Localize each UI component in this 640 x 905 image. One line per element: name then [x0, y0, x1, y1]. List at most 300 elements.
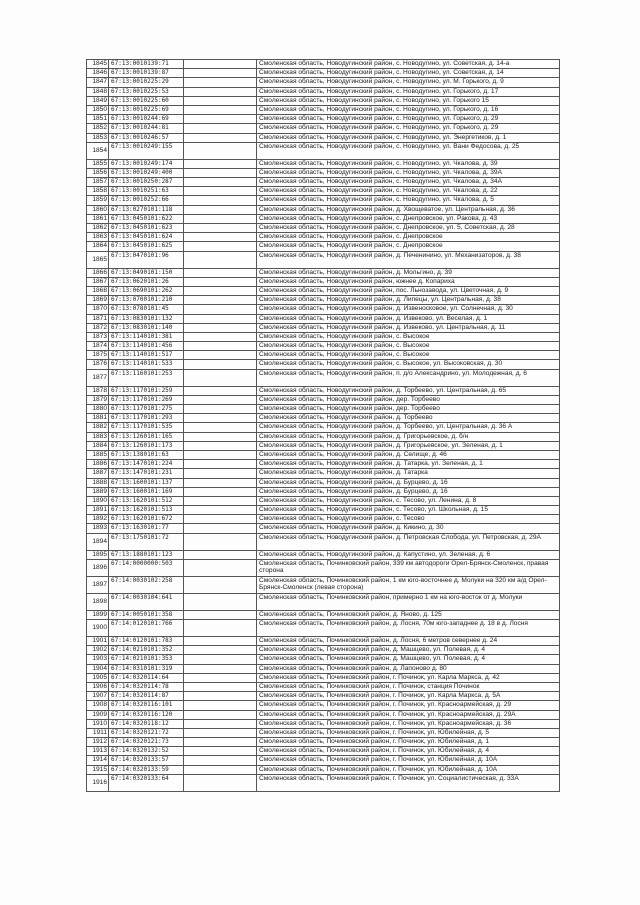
table-row: [87, 124, 560, 133]
empty-cell: [184, 646, 257, 655]
address-cell: Смоленская область, Новодугинский район, д. Торбеево: [257, 414, 560, 423]
cadastral-number: 67:14:0320116:101: [109, 701, 184, 710]
cadastral-number: 67:13:0780101:45: [109, 305, 184, 314]
table-row: [87, 701, 560, 710]
table-row: [87, 133, 560, 142]
address-cell: Смоленская область, Новодугинский район, с. Новодугино, ул. Чкалова, д. 5: [257, 196, 560, 205]
table-row: [87, 386, 560, 395]
address-cell: Смоленская область, Новодугинский район, с. Тесово, ул. Ленина, д. 8: [257, 496, 560, 505]
address-cell: Смоленская область, Починковский район, 339 км автодороги Орел-Брянск-Смоленск, правая сторона: [257, 559, 560, 576]
empty-cell: [184, 664, 257, 673]
address-cell: Смоленская область, Починковский район, г. Починок, ул. Карла Маркса, д. 5А: [257, 692, 560, 701]
row-number: 1899: [87, 610, 109, 619]
table-row: [87, 214, 560, 223]
empty-cell: [184, 524, 257, 533]
table-row: [87, 60, 560, 69]
row-number: 1846: [87, 69, 109, 78]
empty-cell: [184, 69, 257, 78]
address-cell: Смоленская область, Новодугинский район, с. Тесово: [257, 515, 560, 524]
table-row: [87, 296, 560, 305]
address-cell: Смоленская область, Починковский район, д. Машцево, ул. Полевая, д. 4: [257, 655, 560, 664]
cadastral-number: 67:13:0010139:71: [109, 60, 184, 69]
cadastral-number: 67:13:1750101:72: [109, 533, 184, 550]
cadastral-number: 67:13:0450101:623: [109, 224, 184, 233]
table-row: [87, 414, 560, 423]
table-row: [87, 478, 560, 487]
table-row: [87, 533, 560, 550]
cadastral-number: 67:13:0010250:287: [109, 178, 184, 187]
cadastral-number: 67:13:1600101:169: [109, 487, 184, 496]
row-number: 1909: [87, 710, 109, 719]
address-cell: Смоленская область, Новодугинский район, с. Новодугино, ул. Энергетиков, д. 1: [257, 133, 560, 142]
empty-cell: [184, 168, 257, 177]
address-cell: Смоленская область, Починковский район, д. Лосня, 6 метров севернее д. 24: [257, 637, 560, 646]
address-cell: Смоленская область, Новодугинский район, д. Татарка: [257, 469, 560, 478]
cadastral-number: 67:13:1630101:77: [109, 524, 184, 533]
empty-cell: [184, 533, 257, 550]
row-number: 1862: [87, 224, 109, 233]
empty-cell: [184, 395, 257, 404]
cadastral-number: 67:14:0320133:59: [109, 765, 184, 774]
row-number: 1881: [87, 414, 109, 423]
empty-cell: [184, 673, 257, 682]
address-cell: Смоленская область, Новодугинский район, с. Высокое: [257, 332, 560, 341]
cadastral-number: 67:13:0700101:210: [109, 296, 184, 305]
table-row: [87, 620, 560, 637]
row-number: 1898: [87, 593, 109, 610]
table-row: [87, 168, 560, 177]
empty-cell: [184, 178, 257, 187]
empty-cell: [184, 286, 257, 295]
empty-cell: [184, 506, 257, 515]
table-row: [87, 550, 560, 559]
row-number: 1876: [87, 360, 109, 369]
row-number: 1914: [87, 756, 109, 765]
address-cell: Смоленская область, Починковский район, д. Машцево, ул. Полевая, д. 4: [257, 646, 560, 655]
cadastral-number: 67:13:1620101:672: [109, 515, 184, 524]
empty-cell: [184, 78, 257, 87]
table-row: [87, 664, 560, 673]
table-row: [87, 460, 560, 469]
row-number: 1892: [87, 515, 109, 524]
empty-cell: [184, 351, 257, 360]
cadastral-number: 67:14:0320114:78: [109, 682, 184, 691]
address-cell: Смоленская область, Новодугинский район, д. Татарка, ул. Зеленая, д. 1: [257, 460, 560, 469]
cadastral-number: 67:13:0010225:60: [109, 96, 184, 105]
address-cell: Смоленская область, Починковский район, г. Починок, станция Починок: [257, 682, 560, 691]
address-cell: Смоленская область, Починковский район, г. Починок, ул. Юбилейная, д. 10А: [257, 756, 560, 765]
row-number: 1854: [87, 142, 109, 159]
table-row: [87, 233, 560, 242]
row-number: 1895: [87, 550, 109, 559]
row-number: 1874: [87, 342, 109, 351]
table-row: [87, 115, 560, 124]
row-number: 1869: [87, 296, 109, 305]
cadastral-number: 67:13:1600101:137: [109, 478, 184, 487]
address-cell: Смоленская область, Починковский район, д. Яново, д. 125: [257, 610, 560, 619]
row-number: 1882: [87, 423, 109, 432]
address-cell: Смоленская область, Починковский район, г. Починок, ул. Карла Маркса, д. 42: [257, 673, 560, 682]
table-row: [87, 559, 560, 576]
cadastral-number: 67:13:0010244:81: [109, 124, 184, 133]
table-row: [87, 305, 560, 314]
row-number: 1884: [87, 441, 109, 450]
row-number: 1870: [87, 305, 109, 314]
cadastral-number: 67:13:1140101:456: [109, 342, 184, 351]
cadastral-number: 67:13:0450101:624: [109, 233, 184, 242]
table-row: [87, 673, 560, 682]
table-row: [87, 69, 560, 78]
cadastral-number: 67:14:0050101:358: [109, 610, 184, 619]
address-cell: Смоленская область, Новодугинский район, д. Липецы, ул. Центральная, д. 38: [257, 296, 560, 305]
empty-cell: [184, 655, 257, 664]
table-row: [87, 342, 560, 351]
empty-cell: [184, 515, 257, 524]
cadastral-number: 67:14:0120101:783: [109, 637, 184, 646]
row-number: 1890: [87, 496, 109, 505]
row-number: 1904: [87, 664, 109, 673]
empty-cell: [184, 550, 257, 559]
empty-cell: [184, 205, 257, 214]
address-cell: Смоленская область, Новодугинский район, с. Новодугино, ул. Чкалова, д. 34А: [257, 178, 560, 187]
row-number: 1883: [87, 432, 109, 441]
row-number: 1888: [87, 478, 109, 487]
row-number: 1889: [87, 487, 109, 496]
row-number: 1872: [87, 323, 109, 332]
row-number: 1886: [87, 460, 109, 469]
cadastral-number: 67:13:1170101:259: [109, 386, 184, 395]
empty-cell: [184, 159, 257, 168]
table-row: [87, 747, 560, 756]
empty-cell: [184, 187, 257, 196]
cadastral-number: 67:13:0270101:118: [109, 205, 184, 214]
cadastral-number: 67:13:0470101:96: [109, 251, 184, 268]
address-cell: Смоленская область, Новодугинский район, п. д/о Александрино, ул. Молодежная, д. 6: [257, 369, 560, 386]
table-row: [87, 242, 560, 251]
address-cell: Смоленская область, Новодугинский район, д. Капустино, ул. Зеленая, д. 6: [257, 550, 560, 559]
empty-cell: [184, 233, 257, 242]
row-number: 1871: [87, 314, 109, 323]
cadastral-number: 67:13:1170101:269: [109, 395, 184, 404]
cadastral-number: 67:14:0320121:72: [109, 728, 184, 737]
address-cell: Смоленская область, Новодугинский район, с. Новодугино, ул. М. Горького, д. 9: [257, 78, 560, 87]
cadastral-number: 67:14:0120101:766: [109, 620, 184, 637]
address-cell: Смоленская область, Починковский район, д. Лосня, 70м юго-западнее д. 18 в д. Лосня: [257, 620, 560, 637]
cadastral-number: 67:13:0010244:69: [109, 115, 184, 124]
table-row: [87, 774, 560, 791]
address-cell: Смоленская область, Починковский район, г. Починок, ул. Юбилейная, д. 10А: [257, 765, 560, 774]
table-row: [87, 96, 560, 105]
cadastral-number: 67:13:1470101:224: [109, 460, 184, 469]
empty-cell: [184, 342, 257, 351]
address-cell: Смоленская область, Новодугинский район, с. Новодугино, ул. Горького 15: [257, 96, 560, 105]
empty-cell: [184, 460, 257, 469]
cadastral-number: 67:13:0490101:150: [109, 268, 184, 277]
row-number: 1894: [87, 533, 109, 550]
table-row: [87, 178, 560, 187]
cadastral-number: 67:13:1620101:513: [109, 506, 184, 515]
row-number: 1867: [87, 277, 109, 286]
address-cell: Смоленская область, Починковский район, г. Починок, ул. Юбилейная, д. 4: [257, 747, 560, 756]
empty-cell: [184, 487, 257, 496]
address-cell: Смоленская область, Починковский район, д. Лапоново д. 80: [257, 664, 560, 673]
table-row: [87, 756, 560, 765]
table-row: [87, 487, 560, 496]
table-row: [87, 655, 560, 664]
table-row: [87, 369, 560, 386]
empty-cell: [184, 196, 257, 205]
address-cell: Смоленская область, Новодугинский район, с. Днепровское: [257, 233, 560, 242]
address-cell: Смоленская область, Новодугинский район, д. Петровская Слобода, ул. Петровская, д. 29А: [257, 533, 560, 550]
row-number: 1896: [87, 559, 109, 576]
table-row: [87, 728, 560, 737]
cadastral-number: 67:13:0010246:57: [109, 133, 184, 142]
address-cell: Смоленская область, Новодугинский район, д. Селище, д. 46: [257, 450, 560, 459]
row-number: 1850: [87, 105, 109, 114]
empty-cell: [184, 60, 257, 69]
cadastral-number: 67:13:0830101:132: [109, 314, 184, 323]
empty-cell: [184, 593, 257, 610]
address-cell: Смоленская область, Починковский район, г. Починок, ул. Социалистическая, д. 33А: [257, 774, 560, 791]
row-number: 1877: [87, 369, 109, 386]
table-row: [87, 78, 560, 87]
table-row: [87, 738, 560, 747]
row-number: 1900: [87, 620, 109, 637]
table-row: [87, 251, 560, 268]
cadastral-number: 67:14:0320116:120: [109, 710, 184, 719]
empty-cell: [184, 738, 257, 747]
cadastral-number: 67:13:1140101:517: [109, 351, 184, 360]
table-row: [87, 469, 560, 478]
empty-cell: [184, 142, 257, 159]
empty-cell: [184, 710, 257, 719]
address-cell: Смоленская область, Новодугинский район, с. Днепровское, ул. Ракова, д. 43: [257, 214, 560, 223]
cadastral-number: 67:13:1470101:231: [109, 469, 184, 478]
table-row: [87, 524, 560, 533]
address-cell: Смоленская область, Новодугинский район, с. Высокое: [257, 351, 560, 360]
empty-cell: [184, 115, 257, 124]
cadastral-number: 67:13:1880101:123: [109, 550, 184, 559]
cadastral-number: 67:14:0320133:64: [109, 774, 184, 791]
address-cell: Смоленская область, Новодугинский район, пос. Льнозавода, ул. Цветочная, д. 9: [257, 286, 560, 295]
address-cell: Смоленская область, Новодугинский район, с. Новодугино, ул. Горького, д. 29: [257, 124, 560, 133]
address-cell: Смоленская область, Новодугинский район, с. Тесово, ул. Школьная, д. 15: [257, 506, 560, 515]
cadastral-number: 67:13:0010139:87: [109, 69, 184, 78]
address-cell: Смоленская область, Новодугинский район, д. Мольгино, д. 39: [257, 268, 560, 277]
cadastral-number: 67:14:0310101:319: [109, 664, 184, 673]
address-cell: Смоленская область, Починковский район, 1 км юго-восточнее д. Молуки на 320 км а/д Орел-Брянск-Смоленск (левая сторона): [257, 576, 560, 593]
empty-cell: [184, 105, 257, 114]
table-row: [87, 87, 560, 96]
row-number: 1863: [87, 233, 109, 242]
register-table-body: [87, 60, 560, 792]
address-cell: Смоленская область, Новодугинский район, с. Новодугино, ул. Чкалова, д. 39: [257, 159, 560, 168]
address-cell: Смоленская область, Новодугинский район, с. Новодугино, ул. Вани Федосова, д. 25: [257, 142, 560, 159]
row-number: 1860: [87, 205, 109, 214]
empty-cell: [184, 576, 257, 593]
address-cell: Смоленская область, Новодугинский район, с. Новодугино, ул. Горького, д. 17: [257, 87, 560, 96]
empty-cell: [184, 214, 257, 223]
table-row: [87, 142, 560, 159]
cadastral-number: 67:13:1260101:165: [109, 432, 184, 441]
empty-cell: [184, 386, 257, 395]
row-number: 1880: [87, 405, 109, 414]
table-row: [87, 360, 560, 369]
address-cell: Смоленская область, Новодугинский район, с. Новодугино, ул. Советская, д. 14-а: [257, 60, 560, 69]
address-cell: Смоленская область, Новодугинский район, д. Григорьевское, д. б/н: [257, 432, 560, 441]
empty-cell: [184, 332, 257, 341]
cadastral-number: 67:13:0010251:63: [109, 187, 184, 196]
table-row: [87, 351, 560, 360]
row-number: 1851: [87, 115, 109, 124]
table-row: [87, 196, 560, 205]
address-cell: Смоленская область, Новодугинский район, дер. Торбеево: [257, 405, 560, 414]
table-row: [87, 286, 560, 295]
cadastral-number: 67:13:1160101:253: [109, 369, 184, 386]
table-row: [87, 432, 560, 441]
empty-cell: [184, 692, 257, 701]
row-number: 1915: [87, 765, 109, 774]
empty-cell: [184, 360, 257, 369]
table-row: [87, 576, 560, 593]
row-number: 1907: [87, 692, 109, 701]
table-row: [87, 332, 560, 341]
address-cell: Смоленская область, Новодугинский район, с. Новодугино, ул. Советская, д. 14: [257, 69, 560, 78]
row-number: 1857: [87, 178, 109, 187]
row-number: 1901: [87, 637, 109, 646]
cadastral-number: 67:14:0320133:57: [109, 756, 184, 765]
cadastral-number: 67:13:1140101:381: [109, 332, 184, 341]
row-number: 1878: [87, 386, 109, 395]
empty-cell: [184, 369, 257, 386]
row-number: 1897: [87, 576, 109, 593]
cadastral-number: 67:13:0010225:29: [109, 78, 184, 87]
empty-cell: [184, 682, 257, 691]
empty-cell: [184, 496, 257, 505]
table-row: [87, 405, 560, 414]
address-cell: Смоленская область, Новодугинский район, с. Днепровское: [257, 242, 560, 251]
address-cell: Смоленская область, Новодугинский район, с. Новодугино, ул. Горького, д. 29: [257, 115, 560, 124]
table-row: [87, 105, 560, 114]
cadastral-number: 67:14:0030104:641: [109, 593, 184, 610]
address-cell: Смоленская область, Новодугинский район, с. Новодугино, ул. Чкалова, д. 22: [257, 187, 560, 196]
cadastral-number: 67:13:1260101:173: [109, 441, 184, 450]
table-row: [87, 187, 560, 196]
empty-cell: [184, 224, 257, 233]
row-number: 1848: [87, 87, 109, 96]
cadastral-number: 67:14:0000000:503: [109, 559, 184, 576]
cadastral-number: 67:13:0010249:400: [109, 168, 184, 177]
row-number: 1847: [87, 78, 109, 87]
cadastral-number: 67:13:0010249:174: [109, 159, 184, 168]
row-number: 1903: [87, 655, 109, 664]
table-row: [87, 719, 560, 728]
address-cell: Смоленская область, Новодугинский район, д. Извеково, ул. Веселая, д. 1: [257, 314, 560, 323]
address-cell: Смоленская область, Починковский район, г. Починок, ул. Юбилейная, д. 1: [257, 738, 560, 747]
empty-cell: [184, 610, 257, 619]
address-cell: Смоленская область, Новодугинский район, д. Бурцево, д. 16: [257, 487, 560, 496]
cadastral-number: 67:13:1380101:63: [109, 450, 184, 459]
cadastral-number: 67:13:0620101:26: [109, 277, 184, 286]
empty-cell: [184, 701, 257, 710]
address-cell: Смоленская область, Починковский район, г. Починок, ул. Красноармейская, д. 29: [257, 701, 560, 710]
row-number: 1911: [87, 728, 109, 737]
address-cell: Смоленская область, Новодугинский район, д. Торбеево, ул. Центральная, д. 65: [257, 386, 560, 395]
cadastral-number: 67:13:0010225:53: [109, 87, 184, 96]
table-row: [87, 637, 560, 646]
table-row: [87, 450, 560, 459]
cadastral-number: 67:13:0690101:262: [109, 286, 184, 295]
address-cell: Смоленская область, Починковский район, г. Починок, ул. Красноармейская, д. 36: [257, 719, 560, 728]
row-number: 1853: [87, 133, 109, 142]
row-number: 1891: [87, 506, 109, 515]
cadastral-number: 67:14:0320132:52: [109, 747, 184, 756]
row-number: 1864: [87, 242, 109, 251]
empty-cell: [184, 414, 257, 423]
address-cell: Смоленская область, Новодугинский район, д. Бурцево, д. 16: [257, 478, 560, 487]
row-number: 1910: [87, 719, 109, 728]
property-register-table: [86, 59, 560, 792]
address-cell: Смоленская область, Новодугинский район, дер. Торбеево: [257, 395, 560, 404]
table-row: [87, 646, 560, 655]
cadastral-number: 67:13:0010225:69: [109, 105, 184, 114]
table-row: [87, 323, 560, 332]
table-row: [87, 496, 560, 505]
address-cell: Смоленская область, Новодугинский район, с. Высокое, ул. Высоковская, д. 30: [257, 360, 560, 369]
address-cell: Смоленская область, Починковский район, примерно 1 км на юго-восток от д. Молуки: [257, 593, 560, 610]
cadastral-number: 67:14:0320118:12: [109, 719, 184, 728]
table-row: [87, 205, 560, 214]
address-cell: Смоленская область, Новодугинский район, д. Кикино, д. 30: [257, 524, 560, 533]
table-row: [87, 159, 560, 168]
table-row: [87, 515, 560, 524]
cadastral-number: 67:13:0010249:155: [109, 142, 184, 159]
row-number: 1912: [87, 738, 109, 747]
address-cell: Смоленская область, Новодугинский район, с. Новодугино, ул. Чкалова, д. 39А: [257, 168, 560, 177]
cadastral-number: 67:14:0210101:352: [109, 646, 184, 655]
address-cell: Смоленская область, Новодугинский район, южнее д. Копариха: [257, 277, 560, 286]
empty-cell: [184, 478, 257, 487]
empty-cell: [184, 774, 257, 791]
empty-cell: [184, 242, 257, 251]
empty-cell: [184, 432, 257, 441]
table-row: [87, 682, 560, 691]
cadastral-number: 67:14:0030102:258: [109, 576, 184, 593]
row-number: 1845: [87, 60, 109, 69]
row-number: 1861: [87, 214, 109, 223]
cadastral-number: 67:13:1140101:533: [109, 360, 184, 369]
address-cell: Смоленская область, Новодугинский район, с. Днепровское, ул. 5, Советская, д. 28: [257, 224, 560, 233]
row-number: 1852: [87, 124, 109, 133]
row-number: 1868: [87, 286, 109, 295]
row-number: 1879: [87, 395, 109, 404]
cadastral-number: 67:13:1170101:535: [109, 423, 184, 432]
empty-cell: [184, 268, 257, 277]
cadastral-number: 67:14:0320114:64: [109, 673, 184, 682]
row-number: 1902: [87, 646, 109, 655]
table-row: [87, 224, 560, 233]
empty-cell: [184, 637, 257, 646]
cadastral-number: 67:13:0450101:622: [109, 214, 184, 223]
row-number: 1873: [87, 332, 109, 341]
cadastral-number: 67:14:0320121:73: [109, 738, 184, 747]
address-cell: Смоленская область, Новодугинский район, с. Новодугино, ул. Горького, д. 16: [257, 105, 560, 114]
empty-cell: [184, 728, 257, 737]
row-number: 1887: [87, 469, 109, 478]
cadastral-number: 67:14:0210101:353: [109, 655, 184, 664]
cadastral-number: 67:13:1170101:275: [109, 405, 184, 414]
row-number: 1908: [87, 701, 109, 710]
